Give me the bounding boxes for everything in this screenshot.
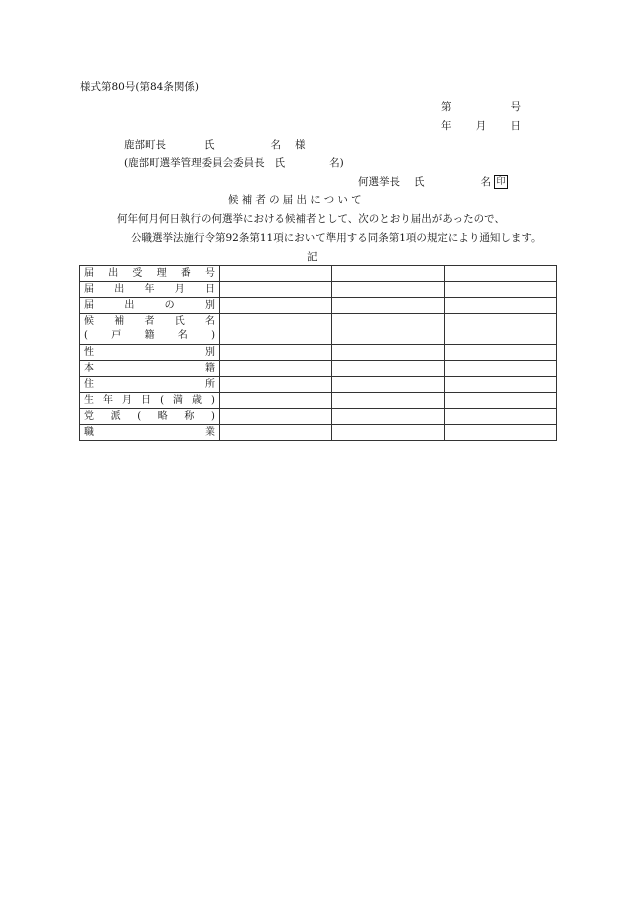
label-char: ) <box>211 410 215 422</box>
value-cell[interactable] <box>445 377 557 393</box>
value-cell[interactable] <box>332 314 445 345</box>
row-label-text <box>84 267 215 281</box>
value-cell[interactable] <box>332 345 445 361</box>
form-number-label: 様式第80号(第84条関係) <box>80 81 199 93</box>
label-char: 候 <box>84 316 94 327</box>
row-label <box>80 266 220 282</box>
label-char: 性 <box>84 346 94 358</box>
label-char: ) <box>211 394 215 406</box>
row-label <box>80 298 220 314</box>
row-label <box>80 282 220 298</box>
value-cell[interactable] <box>220 377 332 393</box>
document-number-line <box>441 100 521 114</box>
label-char: 戸 <box>111 330 122 341</box>
value-cell[interactable] <box>220 298 332 314</box>
table-row <box>80 314 557 345</box>
table-row <box>80 361 557 377</box>
label-char: 氏 <box>174 316 185 327</box>
committee-title: (鹿部町選挙管理委員会委員長 <box>124 157 265 169</box>
label-char: 党 <box>84 410 94 422</box>
label-char: 届 <box>84 299 94 311</box>
value-cell[interactable] <box>220 409 332 425</box>
table-row <box>80 409 557 425</box>
value-cell[interactable] <box>445 425 557 441</box>
table-row <box>80 298 557 314</box>
seal-mark: 印 <box>494 175 508 189</box>
value-cell[interactable] <box>332 409 445 425</box>
value-cell[interactable] <box>220 425 332 441</box>
value-cell[interactable] <box>332 298 445 314</box>
value-cell[interactable] <box>332 361 445 377</box>
label-char: 籍 <box>144 330 155 341</box>
value-cell[interactable] <box>220 266 332 282</box>
value-cell[interactable] <box>220 282 332 298</box>
value-cell[interactable] <box>332 393 445 409</box>
label-char: 出 <box>114 283 125 295</box>
row-label <box>80 314 220 345</box>
value-cell[interactable] <box>445 393 557 409</box>
label-char: 生 <box>84 394 94 406</box>
row-label-text <box>84 329 215 343</box>
value-cell[interactable] <box>445 314 557 345</box>
sender-name-2: 名 <box>480 176 491 188</box>
addressee-name-2: 名 <box>270 139 281 151</box>
number-prefix: 第 <box>441 101 452 113</box>
value-cell[interactable] <box>332 282 445 298</box>
label-char: 月 <box>122 394 133 406</box>
row-label-text <box>84 283 215 297</box>
notification-table <box>79 265 557 441</box>
table-row <box>80 393 557 409</box>
label-char: 名 <box>177 330 188 341</box>
label-char: 住 <box>84 378 94 390</box>
sender-name-1: 氏 <box>414 176 425 188</box>
row-label <box>80 425 220 441</box>
label-char: 別 <box>205 346 215 358</box>
addressee-name-1: 氏 <box>204 139 215 151</box>
row-label <box>80 393 220 409</box>
row-label <box>80 409 220 425</box>
label-char: ) <box>211 330 215 341</box>
label-char: 別 <box>204 299 215 311</box>
row-label-text <box>84 362 215 376</box>
table-row <box>80 425 557 441</box>
sender-line <box>358 175 508 189</box>
label-char: ( <box>84 330 88 341</box>
body-text-line-2: 公職選挙法施行令第92条第11項において準用する同条第1項の規定により通知します。 <box>131 232 542 244</box>
row-label-text <box>84 315 215 329</box>
label-char: 番 <box>180 267 191 279</box>
number-suffix: 号 <box>510 101 521 113</box>
label-char: 届 <box>84 283 94 295</box>
label-char: 日 <box>141 394 152 406</box>
row-label-text <box>84 299 215 313</box>
label-char: 号 <box>204 267 215 279</box>
label-char: 年 <box>103 394 114 406</box>
label-char: 称 <box>184 410 195 422</box>
value-cell[interactable] <box>220 393 332 409</box>
value-cell[interactable] <box>445 282 557 298</box>
table-row <box>80 377 557 393</box>
label-char: 業 <box>205 426 215 438</box>
label-char: の <box>164 299 175 311</box>
label-char: 満 <box>172 394 183 406</box>
label-char: 職 <box>84 426 94 438</box>
value-cell[interactable] <box>445 409 557 425</box>
label-char: 届 <box>84 267 94 279</box>
date-line <box>441 119 521 133</box>
label-char: 日 <box>205 283 215 295</box>
label-char: 名 <box>205 316 215 327</box>
date-day: 日 <box>510 120 521 132</box>
record-label: 記 <box>307 251 318 263</box>
value-cell[interactable] <box>220 314 332 345</box>
label-char: 本 <box>84 362 94 374</box>
row-label-text <box>84 346 215 360</box>
sender-title: 何選挙長 <box>358 176 400 188</box>
date-year: 年 <box>441 120 452 132</box>
label-char: 所 <box>205 378 215 390</box>
label-char: 出 <box>124 299 135 311</box>
label-char: 略 <box>157 410 168 422</box>
row-label <box>80 361 220 377</box>
addressee-committee <box>124 156 344 170</box>
table-row <box>80 266 557 282</box>
value-cell[interactable] <box>445 345 557 361</box>
label-char: 受 <box>132 267 143 279</box>
committee-name-1: 氏 <box>274 157 286 169</box>
label-char: 理 <box>156 267 167 279</box>
value-cell[interactable] <box>332 425 445 441</box>
document-title: 候補者の届出について <box>228 194 365 206</box>
label-char: 補 <box>114 316 125 327</box>
label-char: 月 <box>174 283 185 295</box>
date-month: 月 <box>475 120 487 132</box>
value-cell[interactable] <box>332 377 445 393</box>
table-row <box>80 282 557 298</box>
value-cell[interactable] <box>220 361 332 377</box>
addressee-mayor <box>124 138 306 152</box>
label-char: 者 <box>144 316 155 327</box>
addressee-honorific: 様 <box>295 139 306 151</box>
row-label-text <box>84 410 215 424</box>
row-label <box>80 377 220 393</box>
label-char: 派 <box>110 410 121 422</box>
label-char: 年 <box>144 283 155 295</box>
row-label-text <box>84 394 215 408</box>
label-char: ( <box>137 410 142 422</box>
row-label <box>80 345 220 361</box>
value-cell[interactable] <box>445 361 557 377</box>
table-row <box>80 345 557 361</box>
row-label-text <box>84 426 215 440</box>
value-cell[interactable] <box>332 266 445 282</box>
committee-name-2: 名) <box>329 157 344 169</box>
label-char: 籍 <box>205 362 215 374</box>
label-char: 歳 <box>192 394 202 406</box>
body-text-line-1: 何年何月何日執行の何選挙における候補者として、次のとおり届出があったので、 <box>117 213 505 225</box>
row-label-text <box>84 378 215 392</box>
label-char: ( <box>160 394 164 406</box>
addressee-title: 鹿部町長 <box>124 139 166 151</box>
value-cell[interactable] <box>445 298 557 314</box>
value-cell[interactable] <box>445 266 557 282</box>
label-char: 出 <box>108 267 119 279</box>
value-cell[interactable] <box>220 345 332 361</box>
